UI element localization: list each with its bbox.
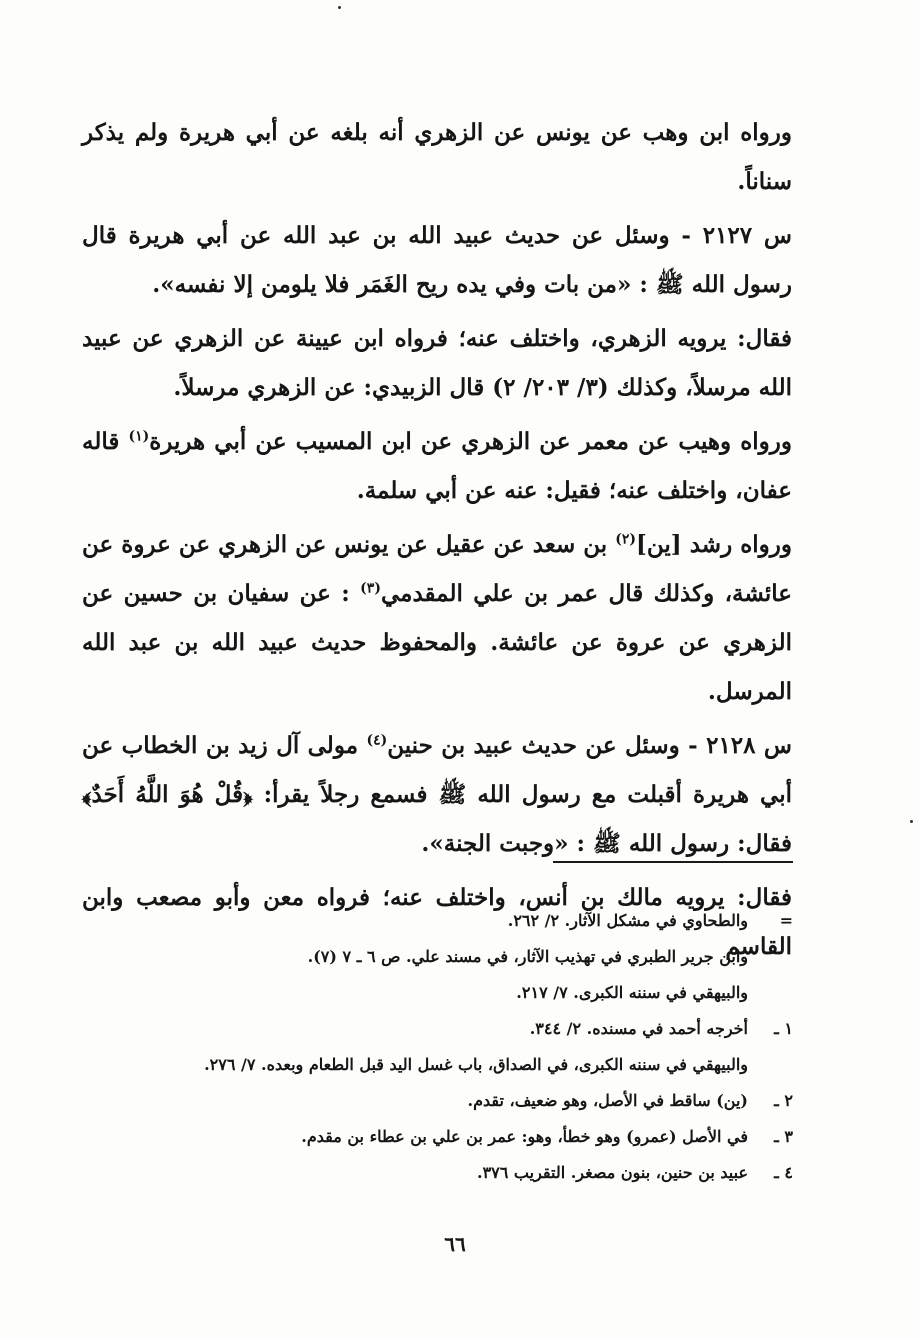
- footnote-text: والبيهقي في سننه الكبرى، في الصداق، باب غسل اليد قبل الطعام وبعده. ٧/ ٢٧٦.: [204, 1055, 748, 1074]
- question-paragraph: [82, 721, 792, 868]
- paragraph-text: ورواه رشد [ين]: [636, 531, 792, 558]
- question-paragraph: [82, 211, 792, 309]
- footnote: [150, 903, 793, 939]
- paragraph-text: فقال: يرويه الزهري، واختلف عنه؛ فرواه ابن عيينة عن الزهري عن عبيد الله مرسلاً، وكذلك (٣/ ٢٠٣/ ٢) قال الزبيدي: عن الزهري مرسلاً.: [82, 325, 792, 401]
- scan-speck: [338, 6, 341, 9]
- paragraph-text: فقال: يرويه مالك بن أنس، واختلف عنه؛ فرواه معن وأبو مصعب وابن القاسم: [82, 884, 792, 960]
- paragraph-text: وسئل عن حديث عبيد الله بن عبد الله عن أبي هريرة قال رسول الله ﷺ : «من بات وفي يده ريح الغَمَر فلا يلومن إلا نفسه».: [82, 222, 792, 298]
- paragraph-text: بن سعد عن عقيل عن يونس عن الزهري عن عروة عن عائشة، وكذلك قال عمر بن علي المقدمي: [82, 531, 792, 607]
- footnote-reference: (٣): [360, 580, 381, 597]
- footnote: [150, 975, 793, 1011]
- footnote-marker: =: [779, 911, 793, 930]
- footnote: [150, 1011, 793, 1047]
- paragraph-text: : عن سفيان بن حسين عن الزهري عن عروة عن عائشة. والمحفوظ حديث عبيد الله بن عبد الله المرسل.: [82, 580, 792, 705]
- footnote-reference: (٢): [615, 531, 637, 548]
- footnote-marker: [748, 975, 793, 1011]
- footnote-text: (ين) ساقط في الأصل، وهو ضعيف، تقدم.: [467, 1091, 748, 1110]
- footnote-text: عبيد بن حنين، بنون مصغر. التقريب ٣٧٦.: [477, 1163, 748, 1182]
- footnote: [150, 1155, 793, 1191]
- footnote: [150, 1047, 793, 1083]
- footnote-text: أخرجه أحمد في مسنده. ٢/ ٣٤٤.: [529, 1019, 748, 1038]
- footnote-text: وابن جرير الطبري في تهذيب الآثار، في مسند علي. ص ٦ ـ ٧ (٧).: [307, 947, 748, 966]
- footnote-marker: ١ ـ: [774, 1019, 793, 1038]
- footnote-reference: (١): [128, 428, 150, 445]
- footnote-text: والطحاوي في مشكل الآثار. ٢/ ٢٦٢.: [507, 911, 748, 930]
- footnote-separator: [553, 861, 793, 863]
- footnote-reference: (٤): [366, 732, 388, 749]
- footnote: [150, 1119, 793, 1155]
- paragraph-text: مولى آل زيد بن الخطاب عن أبي هريرة أقبلت مع رسول الله ﷺ فسمع رجلاً يقرأ: ﴿قُلْ هُوَ اللَّهُ أَحَدٌ﴾ فقال: رسول الله ﷺ : «وجبت الجنة».: [82, 732, 792, 857]
- footnote-text: والبيهقي في سننه الكبرى. ٧/ ٢١٧.: [516, 983, 748, 1002]
- paragraph: [82, 520, 792, 716]
- paragraph: [82, 314, 792, 412]
- paragraph-text: ورواه وهيب عن معمر عن الزهري عن ابن المسيب عن أبي هريرة: [149, 428, 792, 455]
- question-number: س ٢١٢٧ -: [681, 222, 792, 249]
- question-number: س ٢١٢٨ -: [688, 732, 792, 759]
- main-text: [82, 108, 792, 976]
- footnote-marker: ٤ ـ: [774, 1163, 793, 1182]
- paragraph-text: ورواه ابن وهب عن يونس عن الزهري أنه بلغه عن أبي هريرة ولم يذكر سناناً.: [82, 119, 792, 195]
- paragraph: [82, 108, 792, 206]
- footnote-marker: ٢ ـ: [774, 1091, 793, 1110]
- footnote-marker: [748, 939, 793, 975]
- paragraph: [82, 417, 792, 515]
- paragraph-text: وسئل عن حديث عبيد بن حنين: [387, 732, 680, 759]
- footnote: [150, 939, 793, 975]
- scan-speck: [910, 820, 913, 823]
- footnote-text: في الأصل (عمرو) وهو خطأ، وهو: عمر بن علي بن عطاء بن مقدم.: [301, 1127, 748, 1146]
- footnote-marker: ٣ ـ: [774, 1127, 793, 1146]
- paragraph-text: قاله عفان، واختلف عنه؛ فقيل: عنه عن أبي سلمة.: [82, 428, 792, 504]
- page-number: ٦٦: [444, 1232, 466, 1256]
- footnotes: [150, 903, 793, 1191]
- footnote-marker: [748, 1047, 793, 1083]
- footnote: [150, 1083, 793, 1119]
